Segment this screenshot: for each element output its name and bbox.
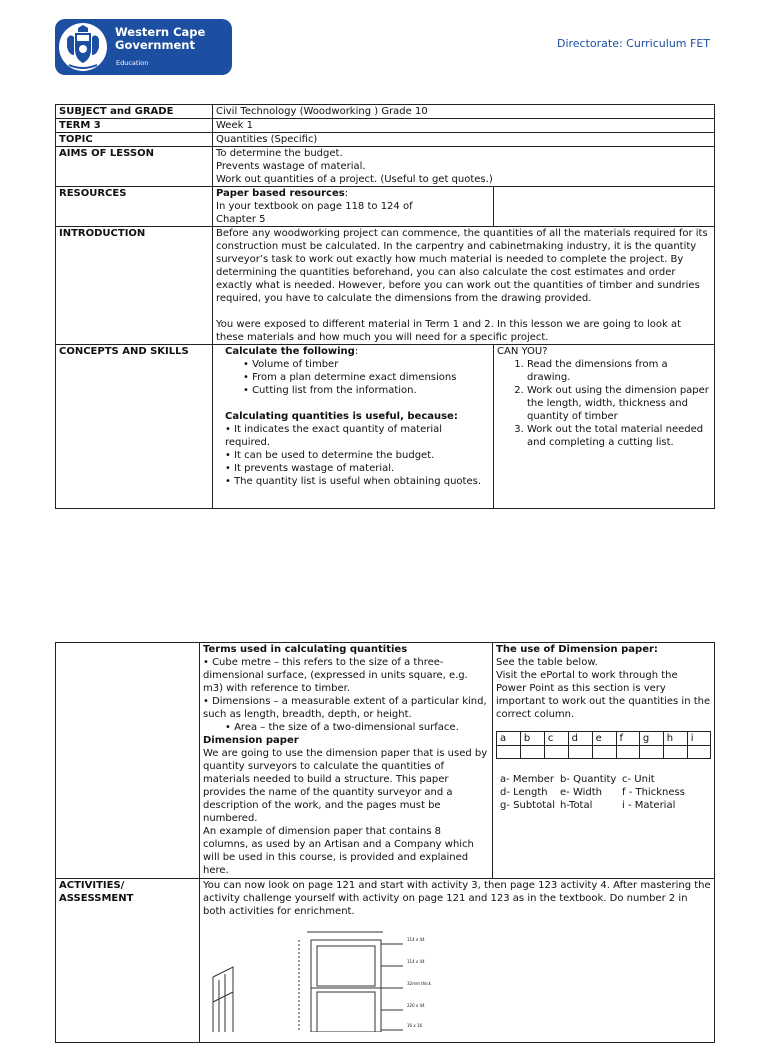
topic-label: TOPIC: [56, 133, 213, 147]
column-letter: a: [497, 732, 521, 746]
logo-line-3: Education: [116, 59, 149, 67]
resources-heading: Paper based resources: [216, 188, 345, 199]
resources-label: RESOURCES: [56, 187, 213, 227]
dimension-paper-text: We are going to use the dimension paper that is used by quantity surveyors to calculate the quantities of materials needed to build a structure. This paper provides the name of the quantity surveyor and a description of the work, and the pages must be numbered.: [203, 748, 488, 824]
key-item: c- Unit: [622, 774, 655, 785]
coat-of-arms-icon: [63, 25, 103, 69]
key-item: b- Quantity: [560, 774, 617, 785]
drawing-dimension: 32mm thick: [407, 981, 431, 986]
directorate-heading: Directorate: Curriculum FET: [556, 37, 710, 50]
lesson-overview-table: [55, 104, 715, 509]
drawing-dimension: 220 x 44: [407, 1003, 425, 1008]
introduction-label: INTRODUCTION: [56, 227, 213, 345]
term-value: Week 1: [213, 119, 715, 133]
resources-empty-cell: [494, 187, 715, 227]
can-you-item: 2. Work out using the dimension paper the length, width, thickness and quantity of timber: [527, 384, 711, 423]
terms-item: • Cube metre – this refers to the size of a three-dimensional surface, (expressed in units square, e.g. m3) with reference to timber.: [203, 657, 468, 694]
drawing-dimension: 114 x 44: [407, 937, 425, 942]
resources-line: Chapter 5: [216, 214, 266, 225]
key-item: g- Subtotal: [500, 800, 556, 811]
introduction-paragraph: Before any woodworking project can commence, the quantities of all the materials required for its construction must be calculated. In the carpentry and cabinetmaking industry, it is the quantity surveyor’s task to work out exactly how much material is needed to complete the project. By determining the quantities beforehand, you can also calculate the cost estimates and order exactly what is needed. However, before you can work out the quantities of timber and sundries required, you have to calculate the dimensions from the drawing provided.: [216, 228, 708, 304]
blank-label-cell: [56, 643, 200, 879]
key-item: f - Thickness: [622, 787, 685, 798]
column-key: [496, 773, 711, 812]
concepts-label: CONCEPTS AND SKILLS: [56, 345, 213, 509]
dimension-paper-grid: [496, 731, 711, 759]
dimension-use-line: See the table below.: [496, 657, 598, 668]
cabinet-drawing-figure: [203, 922, 503, 1032]
can-you-heading: CAN YOU?: [497, 346, 548, 357]
dimension-use-cell: [493, 643, 715, 879]
cabinet-drawing: [203, 922, 711, 1042]
terms-item: • Dimensions – a measurable extent of a particular kind, such as length, breadth, depth, or height.: [203, 696, 487, 720]
dimension-paper-heading: Dimension paper: [203, 735, 299, 746]
column-letter: g: [639, 732, 663, 746]
calculate-item: • Cutting list from the information.: [243, 385, 417, 396]
subject-label: SUBJECT and GRADE: [56, 105, 213, 119]
activities-text: You can now look on page 121 and start with activity 3, then page 123 activity 4. After mastering the activity challenge yourself with activity on page 121 and 123 as in the textbook. Do number 2 in both activities for enrichment.: [203, 880, 711, 917]
dimension-use-heading: The use of Dimension paper:: [496, 644, 658, 655]
logo-line-2: Government: [115, 38, 195, 52]
calculate-item: • From a plan determine exact dimensions: [243, 372, 457, 383]
aims-label: AIMS OF LESSON: [56, 147, 213, 187]
western-cape-logo: [55, 19, 232, 75]
can-you-cell: [494, 345, 715, 509]
introduction-paragraph: You were exposed to different material in Term 1 and 2. In this lesson we are going to look at these materials and how much you will need for a specific project.: [216, 319, 682, 343]
resources-cell: Paper based resources: In your textbook on page 118 to 124 of Chapter 5: [213, 187, 494, 227]
topic-value: Quantities (Specific): [213, 133, 715, 147]
calculate-item: • Volume of timber: [243, 359, 339, 370]
can-you-item: 1. Read the dimensions from a drawing.: [527, 358, 711, 384]
useful-item: • It prevents wastage of material.: [225, 463, 395, 474]
activities-label: ACTIVITIES/ ASSESSMENT: [56, 879, 200, 1043]
dimension-example-text: An example of dimension paper that contains 8 columns, as used by an Artisan and a Company which will be used in this course, is provided and explained here.: [203, 826, 474, 876]
key-item: i - Material: [622, 800, 676, 811]
term-label: TERM 3: [56, 119, 213, 133]
useful-item: • The quantity list is useful when obtaining quotes.: [225, 476, 481, 487]
column-letter: e: [592, 732, 616, 746]
activities-cell: [200, 879, 715, 1043]
key-item: h-Total: [560, 800, 593, 811]
terms-cell: Terms used in calculating quantities • Cube metre – this refers to the size of a three-dimensional surface, (expressed in units square, e.g. m3) with reference to timber. • Dimensions – a measurable extent of a particular kind, such as length, breadth, depth, or height. • Area – the size of a two-dimensional surface. Dimension paper We are going to use the dimension paper that is used by quantity surveyors to calculate the quantities of materials needed to build a structure. This paper provides the name of the quantity surveyor and a description of the work, and the pages must be numbered. An example of dimension paper that contains 8 columns, as used by an Artisan and a Company which will be used in this course, is provided and explained here.: [200, 643, 493, 879]
aim-item: To determine the budget.: [216, 148, 343, 159]
useful-item: • It can be used to determine the budget.: [225, 450, 435, 461]
concepts-cell: Calculate the following: • Volume of timber • From a plan determine exact dimensions • Cutting list from the information. Calculating quantities is useful, because: • It indicates the exact quantity of material required. • It can be used to determine the budget. • It prevents wastage of material. • The quantity list is useful when obtaining quotes.: [213, 345, 494, 509]
logo-line-1: Western Cape: [115, 25, 206, 39]
lesson-detail-table: [55, 642, 715, 1043]
area-item: Area – the size of a two-dimensional surface.: [234, 722, 459, 733]
key-item: e- Width: [560, 787, 602, 798]
introduction-cell: [213, 227, 715, 345]
column-letter: c: [544, 732, 568, 746]
terms-heading: Terms used in calculating quantities: [203, 644, 408, 655]
column-letter: h: [663, 732, 687, 746]
aim-item: Work out quantities of a project. (Useful to get quotes.): [216, 174, 493, 185]
useful-heading: Calculating quantities is useful, because:: [225, 411, 458, 422]
can-you-item: 3. Work out the total material needed and completing a cutting list.: [527, 423, 711, 449]
column-letter: d: [568, 732, 592, 746]
useful-item: • It indicates the exact quantity of material required.: [225, 424, 443, 448]
column-letter: i: [687, 732, 710, 746]
subject-value: Civil Technology (Woodworking ) Grade 10: [213, 105, 715, 119]
resources-line: In your textbook on page 118 to 124 of: [216, 201, 413, 212]
key-item: a- Member: [500, 774, 555, 785]
key-item: d- Length: [500, 787, 548, 798]
dimension-use-line: Visit the ePortal to work through the Power Point as this section is very important to work out the quantities in the correct column.: [496, 670, 711, 720]
calculate-heading: Calculate the following: [225, 346, 355, 357]
drawing-dimension: 114 x 44: [407, 959, 425, 964]
column-letter: f: [616, 732, 639, 746]
drawing-dimension: 16 x 16: [407, 1023, 423, 1028]
aims-cell: [213, 147, 715, 187]
column-letter: b: [520, 732, 544, 746]
aim-item: Prevents wastage of material.: [216, 161, 366, 172]
